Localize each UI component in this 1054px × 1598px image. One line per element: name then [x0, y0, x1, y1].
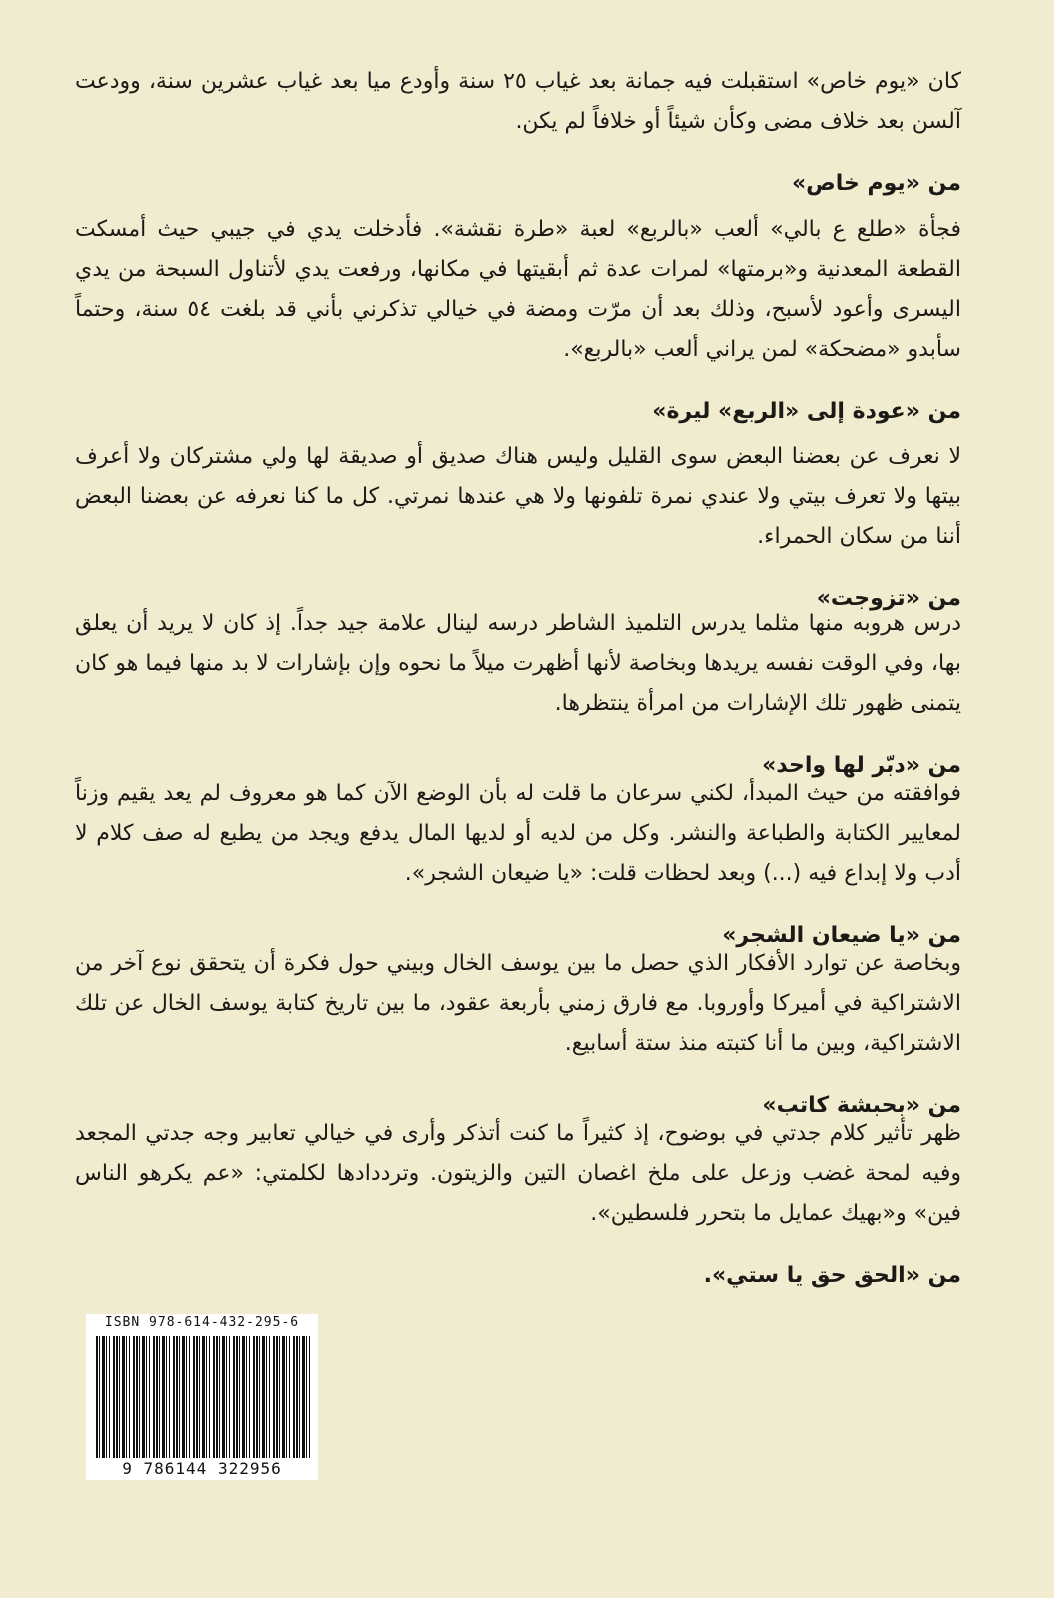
excerpt-paragraph: كان «يوم خاص» استقبلت فيه جمانة بعد غياب ٢٥ سنة وأودع ميا بعد غياب عشرين سنة، وودعت آلسن بعد خلاف مضى وكأن شيئاً أو خلافاً لم يكن.	[75, 69, 961, 134]
excerpt-source: من «تزوجت»	[816, 586, 961, 611]
excerpt-source: من «دبّر لها واحد»	[762, 753, 961, 778]
excerpt-block-4	[75, 604, 961, 786]
excerpt-paragraph: وبخاصة عن توارد الأفكار الذي حصل ما بين يوسف الخال وبيني حول فكرة أن يتحقق نوع آخر من الاشتراكية في أميركا وأوروبا. مع فارق زمني بأربعة عقود، ما بين تاريخ كتابة يوسف الخال عن تلك الاشتراكية، وبين ما أنا كتبته منذ ستة أسابيع.	[75, 951, 961, 1056]
excerpt-block-3	[75, 437, 961, 619]
isbn-barcode	[86, 1314, 318, 1480]
excerpt-paragraph: فجأة «طلع ع بالي» ألعب «بالربع» لعبة «طرة نقشة». فأدخلت يدي في جيبي حيث أمسكت القطعة المعدنية و«برمتها» لمرات عدة ثم أبقيتها في مكانها، ورفعت يدي لأتناول السبحة من يدي اليسرى وأعود لأسبح، وذلك بعد أن مرّت ومضة في خيالي تذكرني بأني قد بلغت ٥٤ سنة، وحتماً سأبدو «مضحكة» لمن يراني ألعب «بالربع».	[75, 217, 961, 362]
excerpt-source: من «عودة إلى «الربع» ليرة»	[652, 399, 961, 424]
excerpt-block-1	[75, 62, 961, 204]
excerpt-block-7	[75, 1114, 961, 1296]
excerpt-block-5	[75, 774, 961, 956]
excerpt-paragraph: لا نعرف عن بعضنا البعض سوى القليل وليس هناك صديق أو صديقة لها ولي مشتركان ولا أعرف بيتها ولا تعرف بيتي ولا عندي نمرة تلفونها ولا هي عندها نمرتي. كل ما كنا نعرفه عن بعضنا البعض أننا من سكان الحمراء.	[75, 444, 961, 549]
barcode-bars	[96, 1336, 312, 1458]
excerpt-block-6	[75, 944, 961, 1126]
excerpt-source: من «الحق حق يا ستي».	[703, 1263, 961, 1288]
excerpt-paragraph: ظهر تأثير كلام جدتي في بوضوح، إذ كثيراً ما كنت أتذكر وأرى في خيالي تعابير وجه جدتي المجعد وفيه لمحة غضب وزعل على ملخ اغصان التين والزيتون. وترددادها لكلمتي: «عم يكرهو الناس فين» و«بهيك عمايل ما بتحرر فلسطين».	[75, 1121, 961, 1226]
excerpt-source: من «يا ضيعان الشجر»	[722, 923, 961, 948]
excerpt-paragraph: درس هروبه منها مثلما يدرس التلميذ الشاطر درسه لينال علامة جيد جداً. إذ كان لا يريد أن يعلق بها، وفي الوقت نفسه يريدها وبخاصة لأنها أظهرت ميلاً ما نحوه وإن بإشارات لا بد منها فيما هو كان يتمنى ظهور تلك الإشارات من امرأة ينتظرها.	[75, 611, 961, 716]
excerpt-block-2	[75, 210, 961, 432]
excerpt-paragraph: فوافقته من حيث المبدأ، لكني سرعان ما قلت له بأن الوضع الآن كما هو معروف لم يعد يقيم وزناً لمعايير الكتابة والطباعة والنشر. وكل من لديه أو لديها المال يدفع ويجد من يطبع له صف كلام لا أدب ولا إبداع فيه (...) وبعد لحظات قلت: «يا ضيعان الشجر».	[75, 781, 961, 886]
isbn-label: ISBN 978-614-432-295-6	[104, 1315, 300, 1330]
excerpt-source: من «بحبشة كاتب»	[762, 1093, 961, 1118]
excerpt-source: من «يوم خاص»	[791, 171, 961, 196]
ean-digits: 9 786144 322956	[122, 1459, 282, 1478]
